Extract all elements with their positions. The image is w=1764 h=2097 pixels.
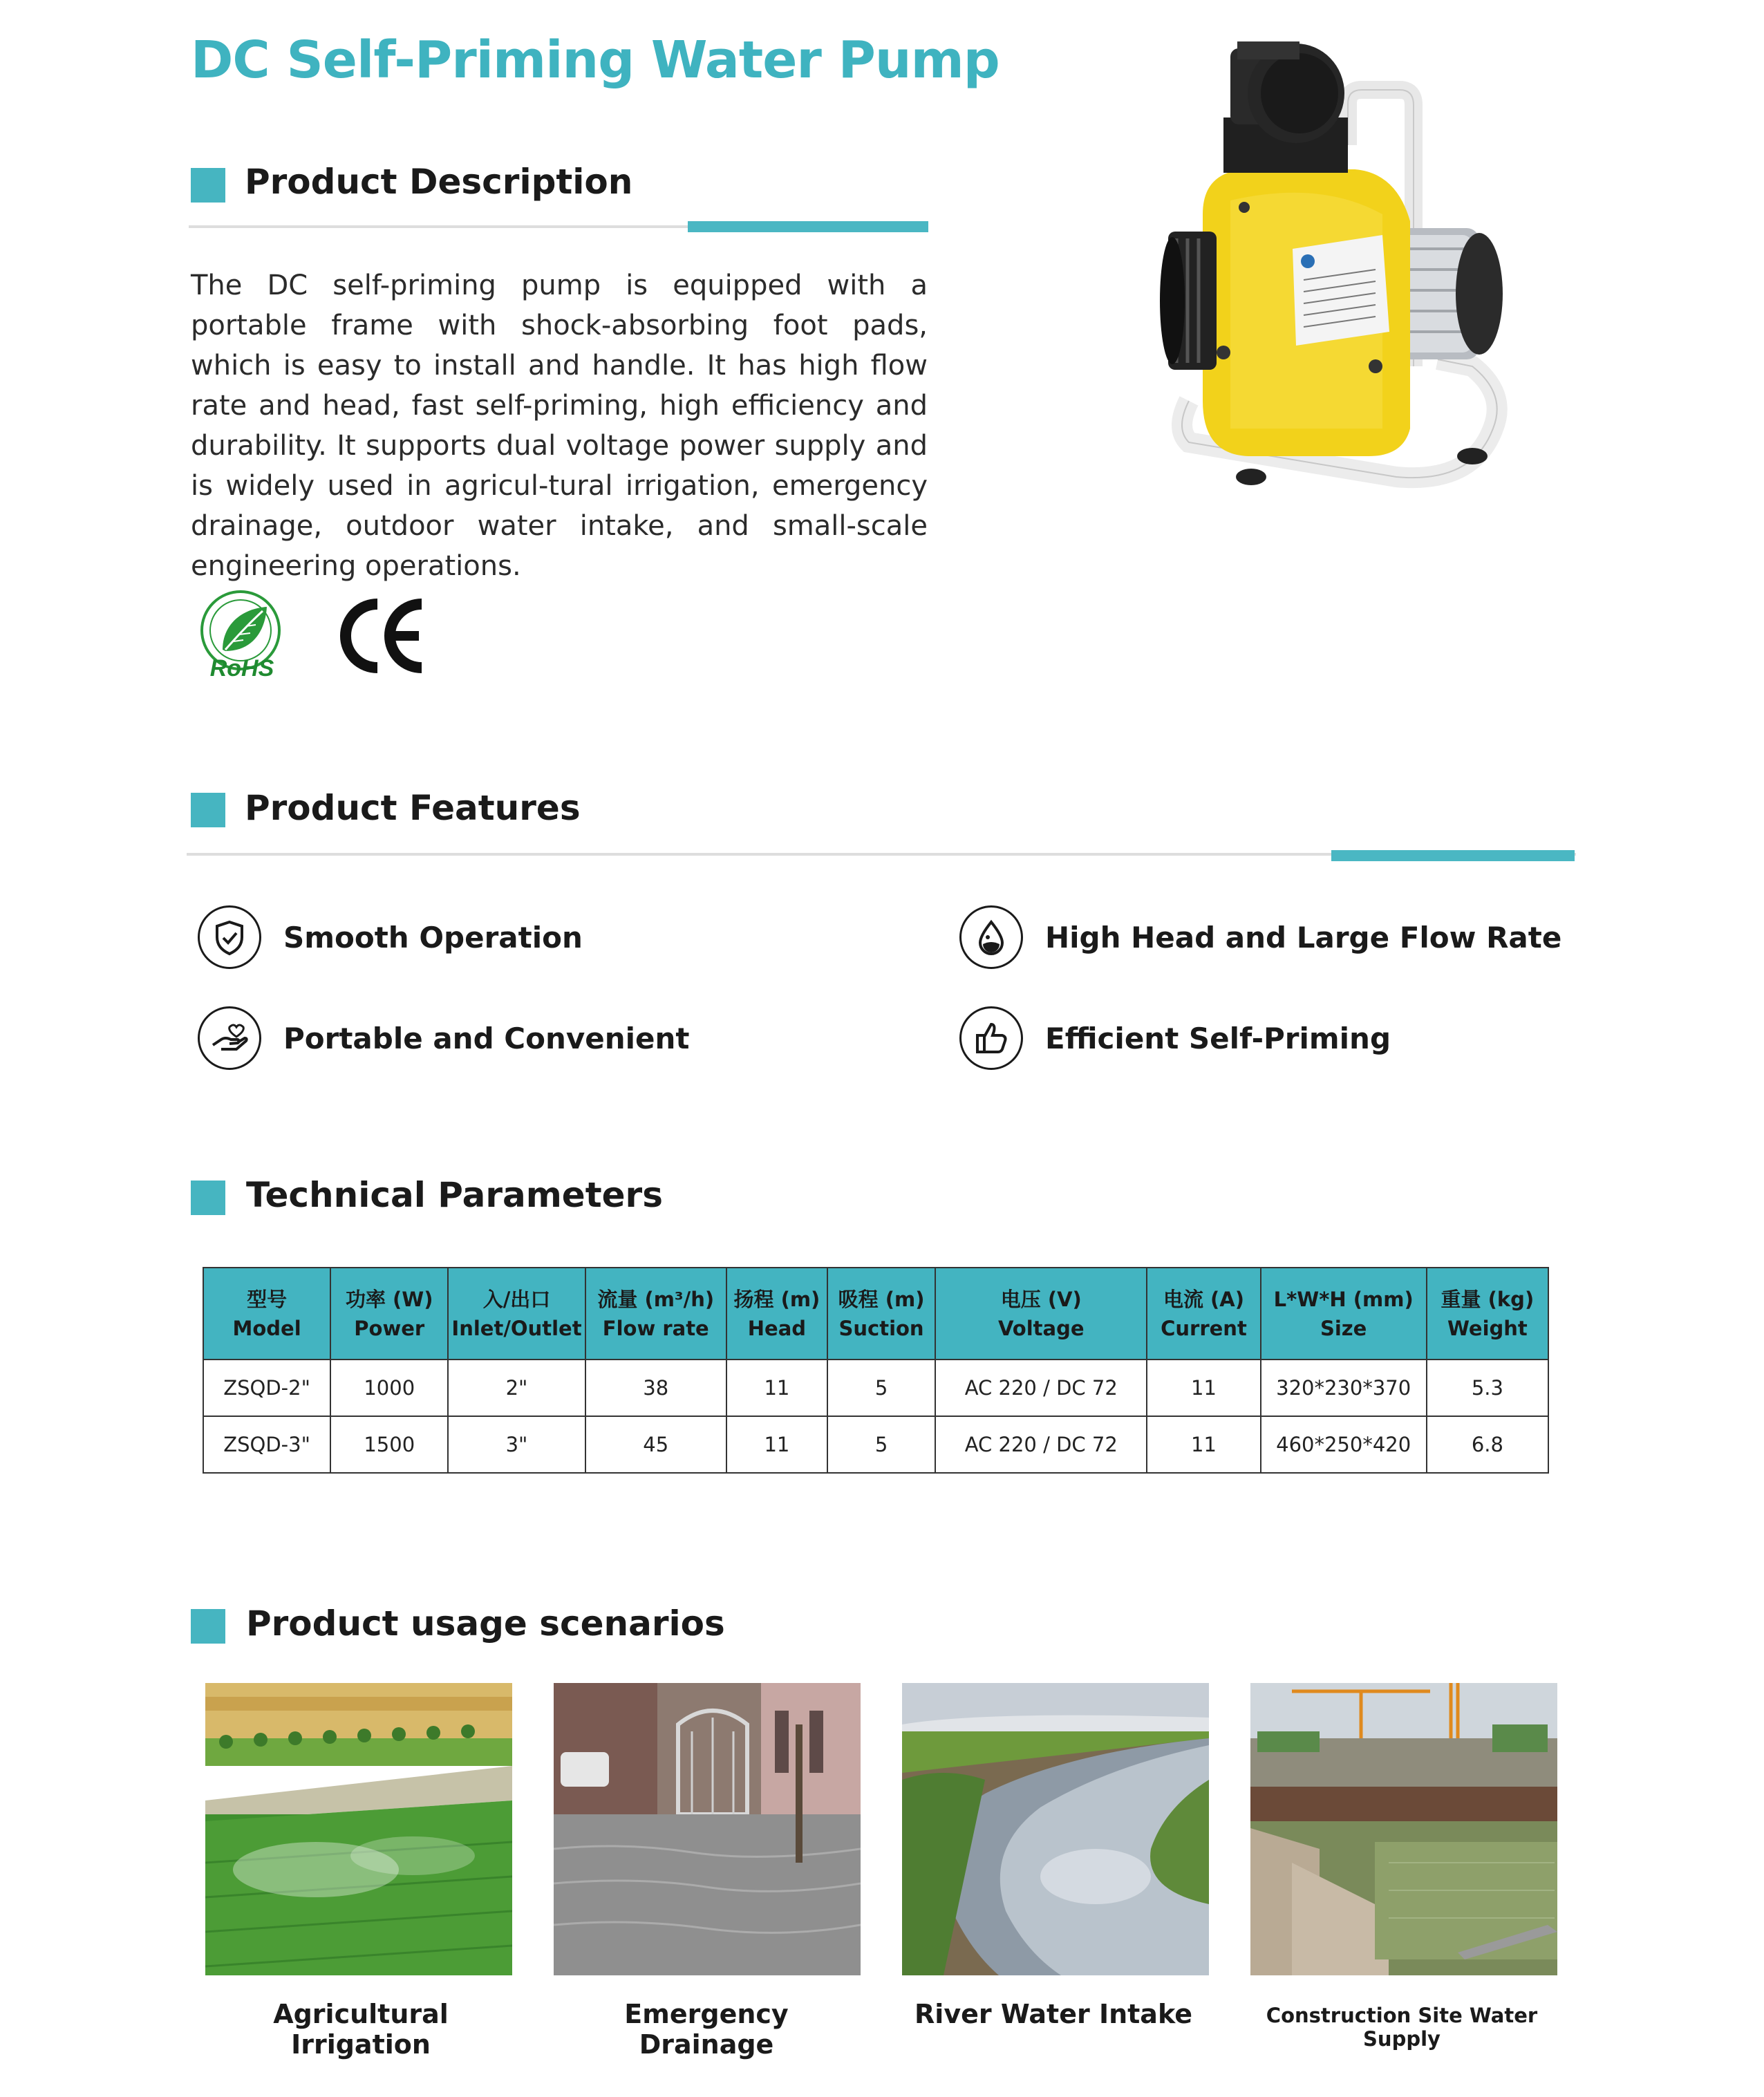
feature-label: Portable and Convenient bbox=[283, 1021, 690, 1055]
table-cell: 1000 bbox=[330, 1360, 448, 1416]
scene-label: Emergency Drainage bbox=[624, 1999, 789, 2060]
scene-label: River Water Intake bbox=[914, 1999, 1192, 2029]
scene-river-image bbox=[902, 1683, 1209, 1975]
scene-drainage-image bbox=[554, 1683, 861, 1975]
column-header: L*W*H (mm) Size bbox=[1261, 1268, 1427, 1360]
column-header: 功率 (W) Power bbox=[330, 1268, 448, 1360]
table-cell: 5 bbox=[827, 1416, 935, 1473]
column-header: 电压 (V) Voltage bbox=[935, 1268, 1147, 1360]
table-cell: 320*230*370 bbox=[1261, 1360, 1427, 1416]
section-marker bbox=[191, 168, 225, 203]
table-cell: 3" bbox=[448, 1416, 585, 1473]
parameters-table bbox=[203, 1267, 1549, 1474]
water-drop-icon bbox=[959, 905, 1023, 969]
feature-label: Efficient Self-Priming bbox=[1045, 1021, 1391, 1055]
table-cell: 38 bbox=[585, 1360, 726, 1416]
page-title: DC Self-Priming Water Pump bbox=[191, 30, 1000, 90]
scene-irrigation-image bbox=[205, 1683, 512, 1975]
table-cell: 11 bbox=[726, 1416, 827, 1473]
shield-check-icon bbox=[198, 905, 261, 969]
column-header: 电流 (A) Current bbox=[1147, 1268, 1260, 1360]
hand-icon bbox=[198, 1006, 261, 1070]
description-text: The DC self-priming pump is equipped with a portable frame with shock-absorbing foot pads, which is easy to install and handle. It has high flow rate and head, fast self-priming, high efficiency and durability. It supports dual voltage power supply and is widely used in agricul-tural irrigation, emergency drainage, outdoor water intake, and small-scale engineering operations. bbox=[191, 270, 928, 582]
column-header: 型号 Model bbox=[203, 1268, 330, 1360]
table-cell: 2" bbox=[448, 1360, 585, 1416]
scene-construction-image bbox=[1250, 1683, 1557, 1975]
scenarios-heading: Product usage scenarios bbox=[246, 1604, 725, 1644]
column-header: 吸程 (m) Suction bbox=[827, 1268, 935, 1360]
feature-label: Smooth Operation bbox=[283, 920, 583, 955]
table-cell: 1500 bbox=[330, 1416, 448, 1473]
section-marker bbox=[191, 1181, 225, 1215]
section-marker bbox=[191, 1609, 225, 1644]
features-heading: Product Features bbox=[245, 788, 581, 828]
pump-image bbox=[1147, 41, 1535, 491]
feature-label: High Head and Large Flow Rate bbox=[1045, 920, 1562, 955]
ce-mark bbox=[337, 594, 427, 677]
divider-accent bbox=[1331, 850, 1575, 861]
parameters-heading: Technical Parameters bbox=[246, 1175, 663, 1215]
table-cell: AC 220 / DC 72 bbox=[935, 1416, 1147, 1473]
column-header: 扬程 (m) Head bbox=[726, 1268, 827, 1360]
feature-high-head bbox=[959, 905, 1561, 969]
table-cell: 11 bbox=[1147, 1416, 1260, 1473]
table-cell: ZSQD-2" bbox=[203, 1360, 330, 1416]
feature-smooth-operation bbox=[198, 905, 583, 969]
scene-label: Agricultural Irrigation bbox=[273, 1999, 449, 2060]
table-cell: ZSQD-3" bbox=[203, 1416, 330, 1473]
feature-self-priming bbox=[959, 1006, 1391, 1070]
table-cell: 5.3 bbox=[1427, 1360, 1548, 1416]
table-cell: 11 bbox=[726, 1360, 827, 1416]
table-cell: 45 bbox=[585, 1416, 726, 1473]
table-cell: AC 220 / DC 72 bbox=[935, 1360, 1147, 1416]
column-header: 入/出口 Inlet/Outlet bbox=[448, 1268, 585, 1360]
feature-portable bbox=[198, 1006, 689, 1070]
table-cell: 460*250*420 bbox=[1261, 1416, 1427, 1473]
table-cell: 11 bbox=[1147, 1360, 1260, 1416]
table-header-row bbox=[203, 1268, 1548, 1360]
table-row bbox=[203, 1360, 1548, 1416]
thumbs-up-icon bbox=[959, 1006, 1023, 1070]
table-row bbox=[203, 1416, 1548, 1473]
column-header: 流量 (m³/h) Flow rate bbox=[585, 1268, 726, 1360]
column-header: 重量 (kg) Weight bbox=[1427, 1268, 1548, 1360]
description-heading: Product Description bbox=[245, 162, 633, 202]
rohs-logo bbox=[195, 589, 286, 680]
divider-accent bbox=[688, 221, 928, 232]
table-cell: 5 bbox=[827, 1360, 935, 1416]
scene-label: Construction Site Water Supply bbox=[1266, 2004, 1538, 2051]
rohs-text: RoHS bbox=[209, 655, 274, 681]
section-marker bbox=[191, 793, 225, 827]
table-cell: 6.8 bbox=[1427, 1416, 1548, 1473]
